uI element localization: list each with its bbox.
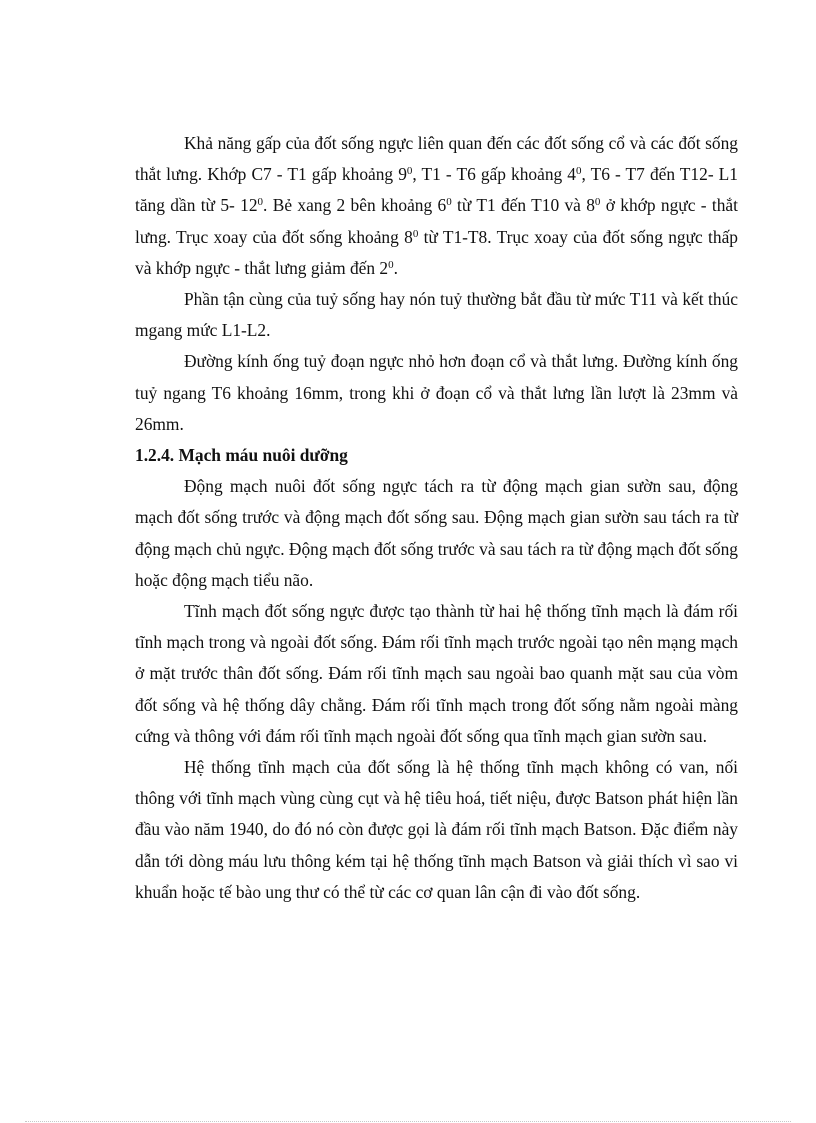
degree-superscript: 0 (257, 196, 264, 209)
degree-superscript: 0 (406, 165, 413, 178)
document-page (135, 128, 738, 908)
paragraph-spinal-flexion: Khả năng gấp của đốt sống ngực liên quan đến các đốt sống cổ và các đốt sống thắt lưng. Khớp C7 - T1 gấp khoảng $9^0$, T1 - T6 gấp khoảng $4^0$, T6 - T7 đến T12- L1 tăng dần từ 5- $12^0$. Bẻ xang 2 bên khoảng $6^0$ từ T1 đến T10 và $8^0$ ở khớp ngực - thắt lưng. Trục xoay của đốt sống khoảng $8^0$ từ T1-T8. Trục xoay của đốt sống ngực thấp và khớp ngực - thắt lưng giảm đến $2^0$. (135, 133, 739, 278)
paragraph-batson-plexus: Hệ thống tĩnh mạch của đốt sống là hệ thống tĩnh mạch không có van, nối thông với tĩnh mạch vùng cùng cụt và hệ tiêu hoá, tiết niệu, được Batson phát hiện lần đầu vào năm 1940, do đó nó còn được gọi là đám rối tĩnh mạch Batson. Đặc điểm này dẫn tới dòng máu lưu thông kém tại hệ thống tĩnh mạch Batson và giải thích vì sao vi khuẩn hoặc tế bào ung thư có thể từ các cơ quan lân cận đi vào đốt sống. (135, 757, 738, 902)
paragraph-canal-diameter: Đường kính ống tuỷ đoạn ngực nhỏ hơn đoạn cổ và thắt lưng. Đường kính ống tuỷ ngang T6 khoảng 16mm, trong khi ở đoạn cổ và thắt lưng lần lượt là 23mm và 26mm. (135, 351, 738, 434)
degree-superscript: 0 (446, 196, 452, 209)
paragraph-conus-medullaris: Phần tận cùng của tuỷ sống hay nón tuỷ thường bắt đầu từ mức T11 và kết thúc mgang mức L1-L2. (135, 289, 738, 341)
paragraph-veins: Tĩnh mạch đốt sống ngực được tạo thành từ hai hệ thống tĩnh mạch là đám rối tĩnh mạch trong và ngoài đốt sống. Đám rối tĩnh mạch trước ngoài tạo nên mạng mạch ở mặt trước thân đốt sống. Đám rối tĩnh mạch sau ngoài bao quanh mặt sau của vòm đốt sống và hệ thống dây chằng. Đám rối tĩnh mạch trong đốt sống nằm ngoài màng cứng và thông với đám rối tĩnh mạch ngoài đốt sống qua tĩnh mạch gian sườn sau. (135, 601, 738, 746)
degree-superscript: 0 (594, 196, 601, 209)
section-heading: 1.2.4. Mạch máu nuôi dưỡng (135, 445, 348, 466)
paragraph-arteries: Động mạch nuôi đốt sống ngực tách ra từ động mạch gian sườn sau, động mạch đốt sống trước và động mạch đốt sống sau. Động mạch gian sườn sau tách ra từ động mạch chủ ngực. Động mạch đốt sống trước và sau tách ra từ động mạch đốt sống hoặc động mạch tiểu não. (135, 476, 738, 590)
degree-superscript: 0 (412, 227, 419, 240)
degree-superscript: 0 (388, 258, 394, 271)
degree-superscript: 0 (576, 165, 582, 178)
page-bottom-rule (25, 1121, 791, 1122)
